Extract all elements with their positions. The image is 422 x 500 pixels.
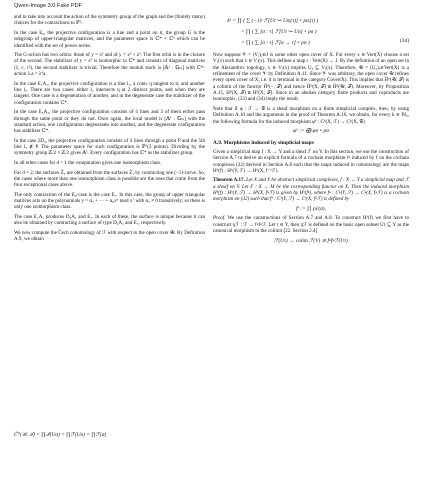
equation-line: δᵏ = ∏ ( ∑ (−1)ʲ ℱ[Uτ ↪ Uσᵢ(τ)] ∘ pσᵢ(τ) ) (227, 18, 319, 24)
paragraph: In all other cases for d = 1 the computation gives one isomorphism class. (14, 160, 162, 166)
paragraph: In the case E₆A₂, the projective configuration consists of 4 lines and 3 of them either pass through the same point or they do not. Once again, the local model is [𝔸¹ : 𝔾ₘ] with the standard action, one configuration degenerates into another, and the degenerate configuration has stabilizer ℂ*. (14, 109, 205, 135)
paragraph: The G-action has two orbits: those of y = x³ and of y = x³ + z². The first orbit is in the closure of the second. The stabilizer of y = x³ is isomorphic to ℂ* and consists of diagonal matrices (1, c, c³), the second stabilizer is trivial. Therefore the moduli stack is [𝔸¹ : 𝔾ₘ] with ℂ*-action λ.a = λ⁶a. (14, 52, 205, 78)
paragraph: Note that if φ : ℱ → 𝒢 is a sheaf morphism on a finite simplicial complex, then, by using Definition A.10 and the arguments in the proof of Theorem A.16, we obtain, for every k ∈ ℕ₀, the following formula for the induced morphism φᵏ : Cᵏ(X, ℱ) → Cᵏ(X, 𝒢) (213, 105, 409, 125)
cochain-map-equation: fᵏ := ∏ pƒ(σ), (296, 205, 326, 212)
theorem-label: Theorem A.17. (213, 177, 245, 184)
colimit-equation: ℱ(Uτ) → colim ℱ(V) ≅ f•f•ℱ(Uτ) (274, 237, 348, 244)
page-header: Qwen-Image 3.0 Fake PDF (14, 3, 83, 9)
paragraph: We now compute the Čech cohomology of ℱ with respect to the open cover 𝒰. By Definition A.9, we obtain (14, 229, 205, 243)
paragraph: The only contraction of the E₈-case is the case E₇. In this case, the group of upper triangular matrices acts on the polynomials y = α₃ + ··· + α₆x⁶ mod x⁷ with α₃ ≠ 0 transitively; so there is only one isomorphism class. (14, 191, 205, 211)
cech-cochain-equation: Č⁰(𝒰, ℱ) = ∏ℱ(Uσ) = ∏ℱ(Uσ) = ∏ℱ(σ) (14, 432, 107, 438)
theorem-text: Let X and Y be abstract simplicial complexes, f : X → Y a simplicial map and ℱ a sheaf on Y. Let F : X → M be the corresponding functor on X. Then the induced morphism Hᵏ(f) : Hᵏ(Y, ℱ) → Hᵏ(X, f•ℱ) is given by Hᵏ(f•), where f• : C•(Y, ℱ) → C•(X, f•ℱ) is a cochain morphism on (32) such that fᵏ : Cᵏ(Y, ℱ) → Cᵏ(X, f•ℱ) is defined by (213, 177, 410, 203)
paragraph: and to take into account the action of the symmetry group of the graph and the (finitely many) choices for the contractions to ℙ². (14, 14, 205, 27)
left-column (14, 14, 205, 246)
paragraph: In the case E₇A₁, the projective configuration is a line l₁, a conic q tangent to it, and another line l₂. There are two cases: either l₂ intersects q at 2 distinct points, and when they are tangent. One case is a degeneration of another, and in the degenerate case the stabilizer of the configuration contains ℂ*. (14, 80, 205, 106)
equation-line: = ∏ ( ∑ [σ : τ] ℱ[σ → τ] ∘ pσ ) (241, 40, 310, 46)
equation-number: (34) (400, 38, 409, 44)
induced-morphism-equation: φᵏ := ⨁ φσ ∘ pσ (293, 128, 329, 135)
proof-text: We use the constructions of Section A.7 and A.8. To construct Hᵏ(f) we first have to construct ηℱ : ℱ → f•f•ℱ. Let τ ∈ Y, then ηℱ is defined on the basic open subset Uτ ⊆ Y as the canonical morphism to the colimit [22. Section 2.4] (213, 215, 410, 234)
equation-line: = ∏ ( ∑ [σ : τ] ℱ[Uτ ↪ Uσ] ∘ pσ ) (241, 29, 317, 35)
section-heading: A.9. Morphisms induced by simplicial maps (213, 139, 314, 146)
paragraph: For d = 2, the surfaces Z̃₂ are obtained from the surfaces Z̃₁ by contracting one (−1)-curve. So, the cases where more than one isomorphism class is possible are the ones that come from the four exceptional cases above. (14, 169, 205, 189)
theorem (213, 177, 409, 202)
proof-label: Proof. (213, 215, 226, 222)
paragraph: In the case 2D₄, the projective configuration consists of 4 lines through a point P and the 5th line l₅ ∉ P. The parameter space for such configuration is ℙ¹(3 points). Dividing by the symmetry group ℤ/2 × ℤ/2 gives 𝔸¹. Every configuration has ℂ* as the stabilizer group. (14, 137, 205, 157)
paragraph: In the case E₆, the projective configuration is a line and a point on it, the group G is the subgroup of upper-triangular matrices, and the parameter space is ℂ* × ℂ³ which can be identified with the set of power series. (14, 29, 205, 49)
paragraph: Now suppose 𝒱 = (Vⱼ)ⱼ∈J is some other open cover of X. For every x ∈ Vert(X) choose a set Vⱼ(x) such that x ∈ Vⱼ(x). This defines a map r : Vert(X) → J. By the definition of an open set in the Alexandrov topology, x ∈ Vⱼ(x) implies Uₓ ⊆ Vⱼ(x). Therefore, 𝒰 = (Uₓ)ₓ∈Vert(X) is a refinement of the cover 𝒱 by Definition A.11. Since 𝒱 was arbitrary, the open cover 𝒰 refines every open cover of X, i.e. it is terminal in the category Cover(X). This implies that Ĥ⁰(𝒰, ℱ) is a colimit of the functor Ĥ⁰(−, ℱ) and hence Ĥ⁰(X, ℱ) ≅ Ĥ⁰(𝒰, ℱ). Moreover, by Proposition A.15, H⁰(X, ℱ) ≅ H⁰(X, ℱ). Since in an abelian category finite products and coproducts are isomorphic, (33) and (34) imply the result. (213, 52, 409, 103)
paragraph: Given a simplicial map f : X → Y and a sheaf ℱ on Y. In this section, we use the construction of Section A.7 to derive an explicit formula of a cochain morphism f• induced by f on the cochain complexes (32) derived in Section A.8 such that the maps induced in cohomology are the maps Hᵏ(f) : Hᵏ(Y, ℱ) → Hᵏ(X, f⁻¹ℱ). (213, 148, 409, 174)
proof (213, 215, 409, 234)
paragraph: The case E₇A₁ produces D₆A₁ and E₇. In each of these, the surface is unique because it can also be obtained by contracting a surface of type D₄A₁ and E₇, respectively. (14, 213, 205, 227)
coboundary-equation (213, 16, 409, 49)
right-column (213, 14, 409, 247)
